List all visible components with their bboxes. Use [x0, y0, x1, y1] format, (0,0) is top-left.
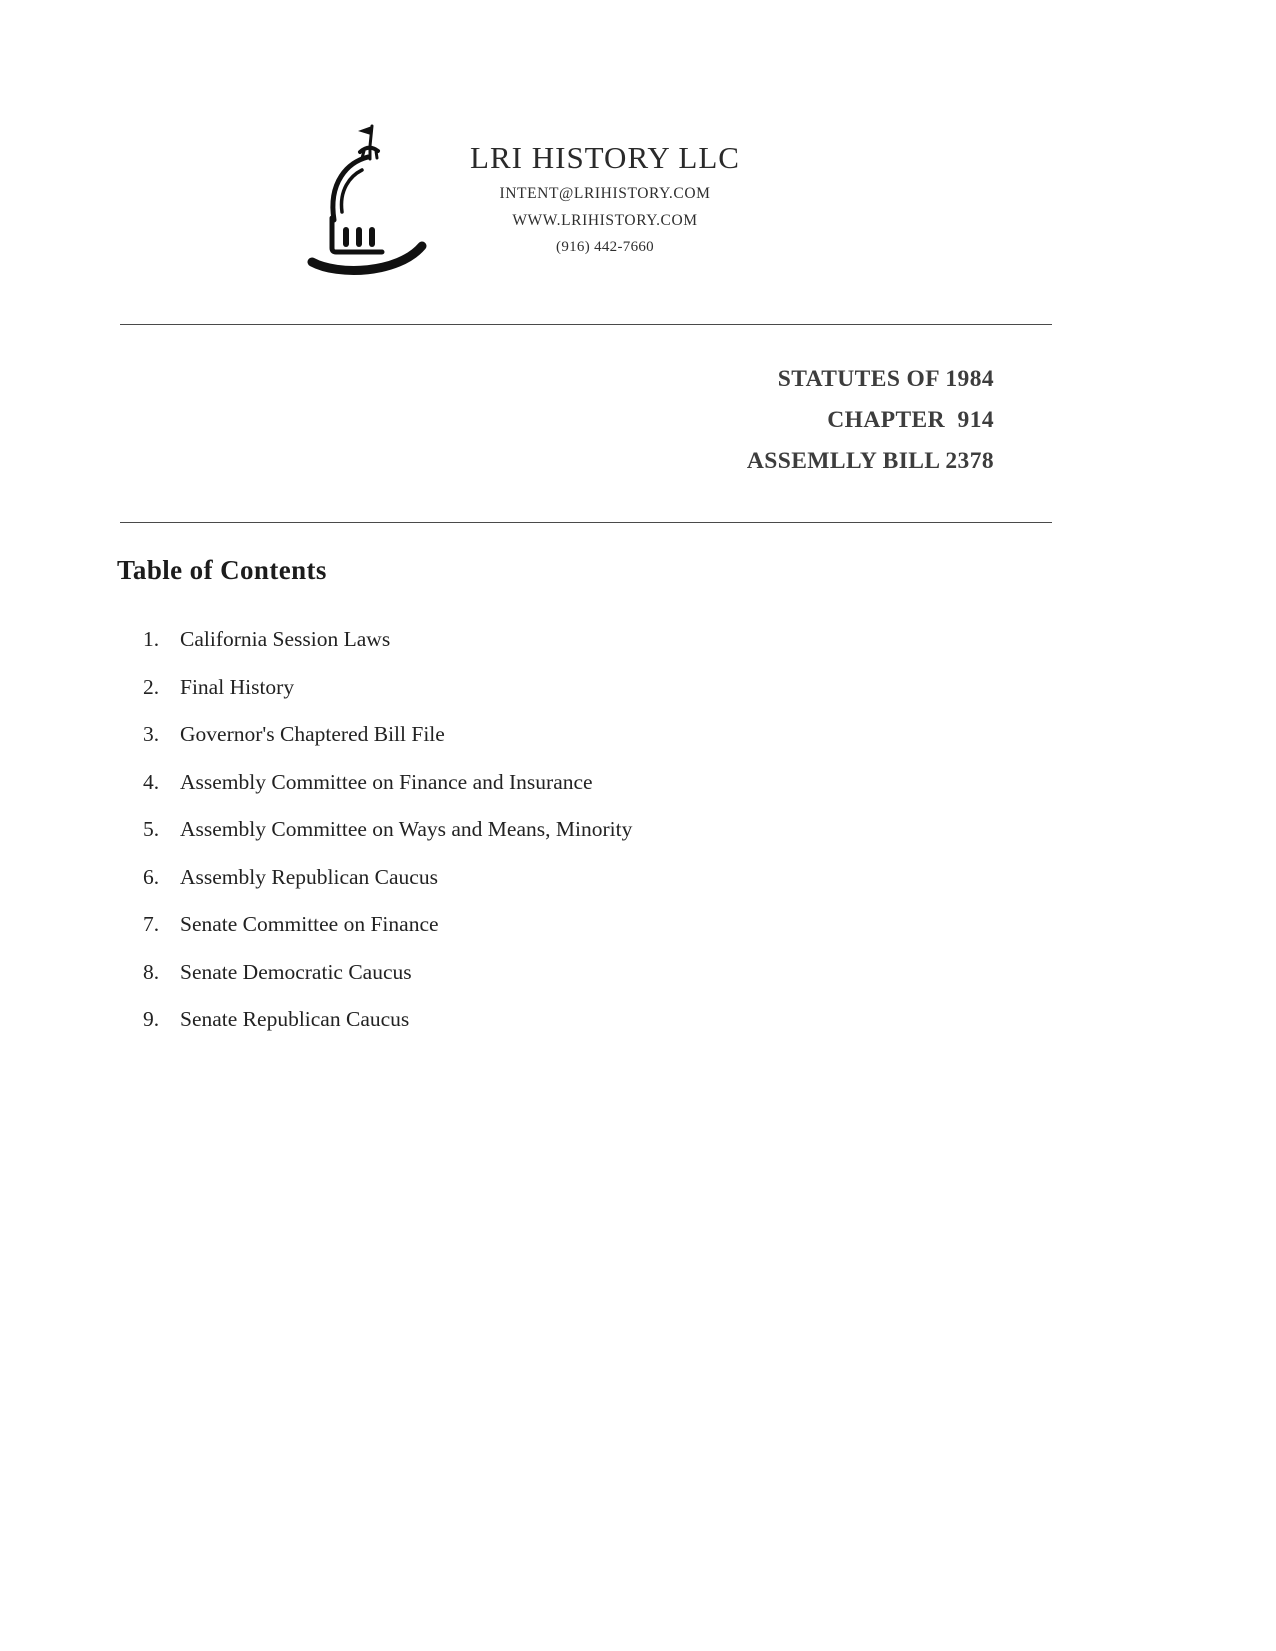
toc-item — [143, 854, 1276, 902]
toc-item — [143, 996, 1276, 1044]
letterhead — [298, 120, 1276, 280]
toc-item — [143, 806, 1276, 854]
toc-item — [143, 664, 1276, 712]
toc-item-label: California Session Laws — [180, 627, 391, 651]
toc-item-number: 3. — [143, 722, 160, 746]
company-name: LRI HISTORY LLC — [470, 140, 740, 175]
statutes-title-block — [120, 325, 1052, 482]
toc-item-number: 9. — [143, 1007, 160, 1031]
toc-item — [143, 949, 1276, 997]
toc-item — [143, 759, 1276, 807]
bill-line: ASSEMLLY BILL 2378 — [746, 448, 994, 474]
toc-item-number: 5. — [143, 817, 160, 841]
toc-item-label: Assembly Republican Caucus — [180, 864, 438, 889]
toc-item-label: Senate Committee on Finance — [180, 912, 439, 936]
toc-item — [143, 901, 1276, 949]
chapter-line: CHAPTER 914 — [827, 407, 994, 433]
toc-heading: Table of Contents — [117, 555, 327, 585]
letterhead-text — [470, 120, 740, 256]
toc-item-label: Assembly Committee on Ways and Means, Minority — [180, 817, 633, 841]
toc-item-label: Assembly Committee on Finance and Insurance — [180, 769, 593, 794]
statutes-line: STATUTES OF 1984 — [777, 366, 994, 392]
toc-item-number: 7. — [143, 912, 160, 936]
toc-item-label: Senate Democratic Caucus — [180, 959, 412, 984]
toc-item-number: 2. — [143, 674, 160, 699]
toc-item-number: 6. — [143, 864, 160, 889]
toc-item-label: Senate Republican Caucus — [180, 1007, 410, 1031]
toc-item — [143, 711, 1276, 759]
toc-item-number: 8. — [143, 959, 160, 984]
toc-item — [143, 616, 1276, 664]
company-phone: (916) 442-7660 — [556, 239, 654, 255]
bottom-divider — [120, 522, 1052, 523]
toc-item-number: 1. — [143, 627, 160, 651]
company-website: WWW.LRIHISTORY.COM — [512, 212, 698, 229]
toc-list — [143, 616, 1276, 1044]
toc-item-label: Governor's Chaptered Bill File — [180, 722, 445, 746]
toc-item-label: Final History — [180, 674, 295, 699]
company-email: INTENT@LRIHISTORY.COM — [499, 185, 711, 202]
toc-item-number: 4. — [143, 769, 160, 794]
capitol-logo-icon — [298, 120, 440, 280]
